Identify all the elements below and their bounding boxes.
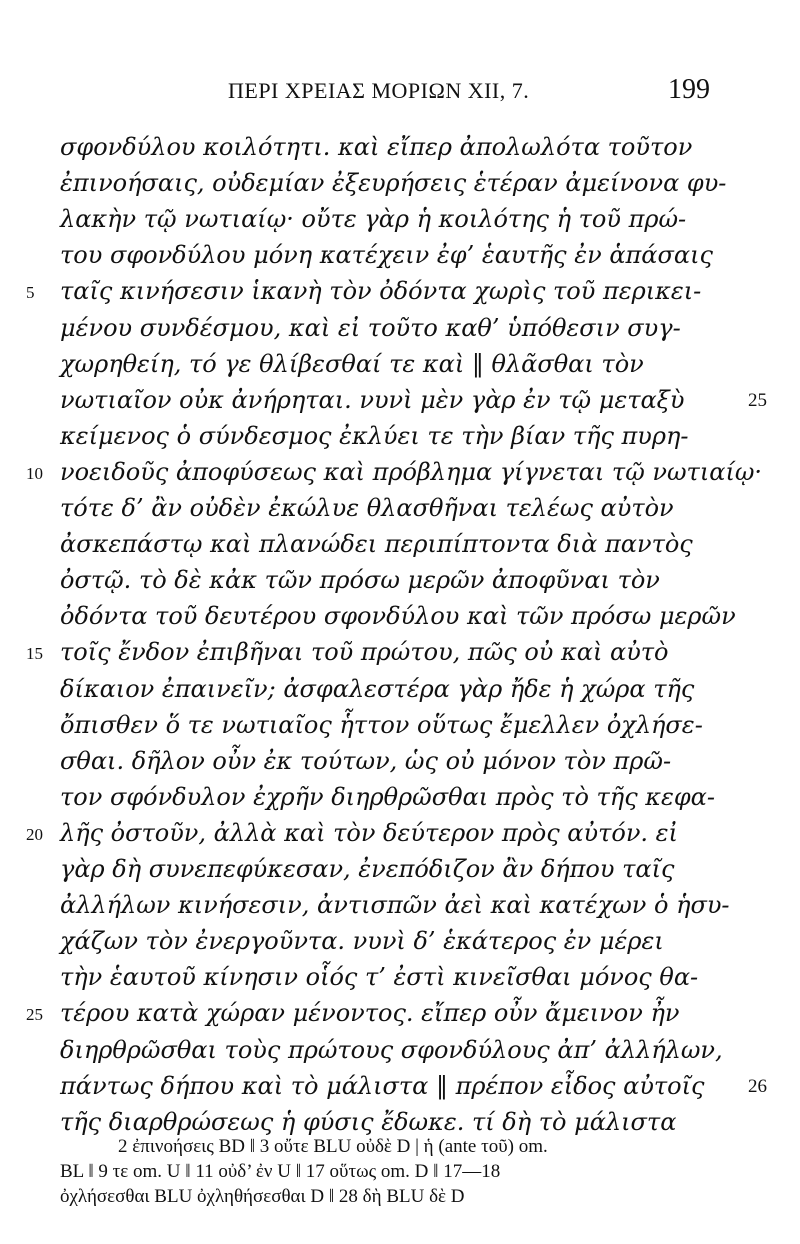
running-head bbox=[0, 74, 800, 108]
line-number: 15 bbox=[26, 644, 43, 664]
line-number: 20 bbox=[26, 824, 43, 844]
page-number: 199 bbox=[668, 74, 710, 105]
text-line: νωτιαῖον οὐκ ἀνήρηται. νυνὶ μὲν γὰρ ἐν τῷ μεταξὺ bbox=[60, 385, 685, 414]
text-line: πάντως δήπου καὶ τὸ μάλιστα ‖ πρέπον εἶδος αὐτοῖς bbox=[60, 1071, 705, 1100]
text-line: τοῖς ἔνδον ἐπιβῆναι τοῦ πρώτου, πῶς οὐ καὶ αὐτὸ bbox=[60, 638, 669, 667]
text-line: λῆς ὀστοῦν, ἀλλὰ καὶ τὸν δεύτερον πρὸς αὐτόν. εἰ bbox=[60, 818, 678, 847]
text-line: ὀδόντα τοῦ δευτέρου σφονδύλου καὶ τῶν πρόσω μερῶν bbox=[60, 602, 736, 631]
text-line: διηρθρῶσθαι τοὺς πρώτους σφονδύλους ἀπ’ ἀλλήλων, bbox=[60, 1035, 723, 1064]
text-line: χάζων τὸν ἐνεργοῦντα. νυνὶ δ’ ἑκάτερος ἐν μέρει bbox=[60, 927, 664, 956]
text-line: δίκαιον ἐπαινεῖν; ἀσφαλεστέρα γὰρ ἤδε ἡ χώρα τῆς bbox=[60, 674, 695, 703]
text-line: τότε δ’ ἂν οὐδὲν ἐκώλυε θλασθῆναι τελέως αὐτὸν bbox=[60, 494, 674, 522]
footnote-line: 2 ἐπινοήσεις BD ‖ 3 οὔτε BLU οὐδὲ D | ἡ (ante τοῦ) om. bbox=[118, 1136, 548, 1157]
text-line: γὰρ δὴ συνεπεφύκεσαν, ἐνεπόδιζον ἂν δήπου ταῖς bbox=[60, 855, 675, 883]
text-line: ἀλλήλων κινήσεσιν, ἀντισπῶν ἀεὶ καὶ κατέχων ὁ ἡσυ- bbox=[60, 891, 730, 920]
line-number: 5 bbox=[26, 283, 35, 303]
text-line: ὄπισθεν ὅ τε νωτιαῖος ἧττον οὕτως ἔμελλεν ὀχλήσε- bbox=[60, 710, 703, 739]
text-line: σφονδύλου κοιλότητι. καὶ εἴπερ ἀπολωλότα τοῦτον bbox=[60, 133, 693, 161]
text-line: του σφονδύλου μόνη κατέχειν ἐφ’ ἑαυτῆς ἐν ἁπάσαις bbox=[60, 241, 713, 270]
text-line: λακὴν τῷ νωτιαίῳ· οὔτε γὰρ ἡ κοιλότης ἡ τοῦ πρώ- bbox=[60, 205, 687, 234]
margin-reference: 25 bbox=[748, 389, 767, 411]
text-line: τῆς διαρθρώσεως ἡ φύσις ἔδωκε. τί δὴ τὸ μάλιστα bbox=[60, 1107, 677, 1136]
text-line: τέρου κατὰ χώραν μένοντος. εἴπερ οὖν ἄμεινον ἦν bbox=[60, 999, 680, 1028]
text-line: ταῖς κινήσεσιν ἱκανὴ τὸν ὀδόντα χωρὶς τοῦ περικει- bbox=[60, 277, 702, 306]
margin-reference: 26 bbox=[748, 1075, 767, 1097]
text-line: ἀσκεπάστῳ καὶ πλανώδει περιπίπτοντα διὰ παντὸς bbox=[60, 530, 693, 559]
text-line: ἐπινοήσαις, οὐδεμίαν ἐξευρήσεις ἑτέραν ἀμείνονα φυ- bbox=[60, 169, 727, 198]
footnote-line: BL ‖ 9 τε om. U ‖ 11 οὐδ’ ἐν U ‖ 17 οὕτως om. D ‖ 17—18 bbox=[60, 1161, 501, 1182]
text-line: ὀστῷ. τὸ δὲ κἀκ τῶν πρόσω μερῶν ἀποφῦναι τὸν bbox=[60, 566, 660, 595]
text-line: τον σφόνδυλον ἐχρῆν διηρθρῶσθαι πρὸς τὸ τῆς κεφα- bbox=[60, 782, 715, 811]
text-line: σθαι. δῆλον οὖν ἐκ τούτων, ὡς οὐ μόνον τὸν πρῶ- bbox=[60, 746, 672, 775]
text-line: μένου συνδέσμου, καὶ εἰ τοῦτο καθ’ ὑπόθεσιν συγ- bbox=[60, 313, 681, 342]
line-number: 25 bbox=[26, 1005, 43, 1025]
text-line: κείμενος ὁ σύνδεσμος ἐκλύει τε τὴν βίαν τῆς πυρη- bbox=[60, 421, 689, 450]
footnote-line: ὀχλήσεσθαι BLU ὀχληθήσεσθαι D ‖ 28 δὴ BLU δὲ D bbox=[60, 1186, 465, 1207]
header-title: ΠΕΡΙ ΧΡΕΙΑΣ ΜΟΡΙΩΝ XII, 7. bbox=[228, 78, 530, 103]
line-number: 10 bbox=[26, 463, 43, 483]
text-line: νοειδοῦς ἀποφύσεως καὶ πρόβλημα γίγνεται τῷ νωτιαίῳ· bbox=[60, 457, 763, 486]
text-line: χωρηθείη, τό γε θλίβεσθαί τε καὶ ‖ θλᾶσθαι τὸν bbox=[60, 349, 644, 378]
text-line: τὴν ἑαυτοῦ κίνησιν οἷός τ’ ἐστὶ κινεῖσθαι μόνος θα- bbox=[60, 963, 699, 992]
